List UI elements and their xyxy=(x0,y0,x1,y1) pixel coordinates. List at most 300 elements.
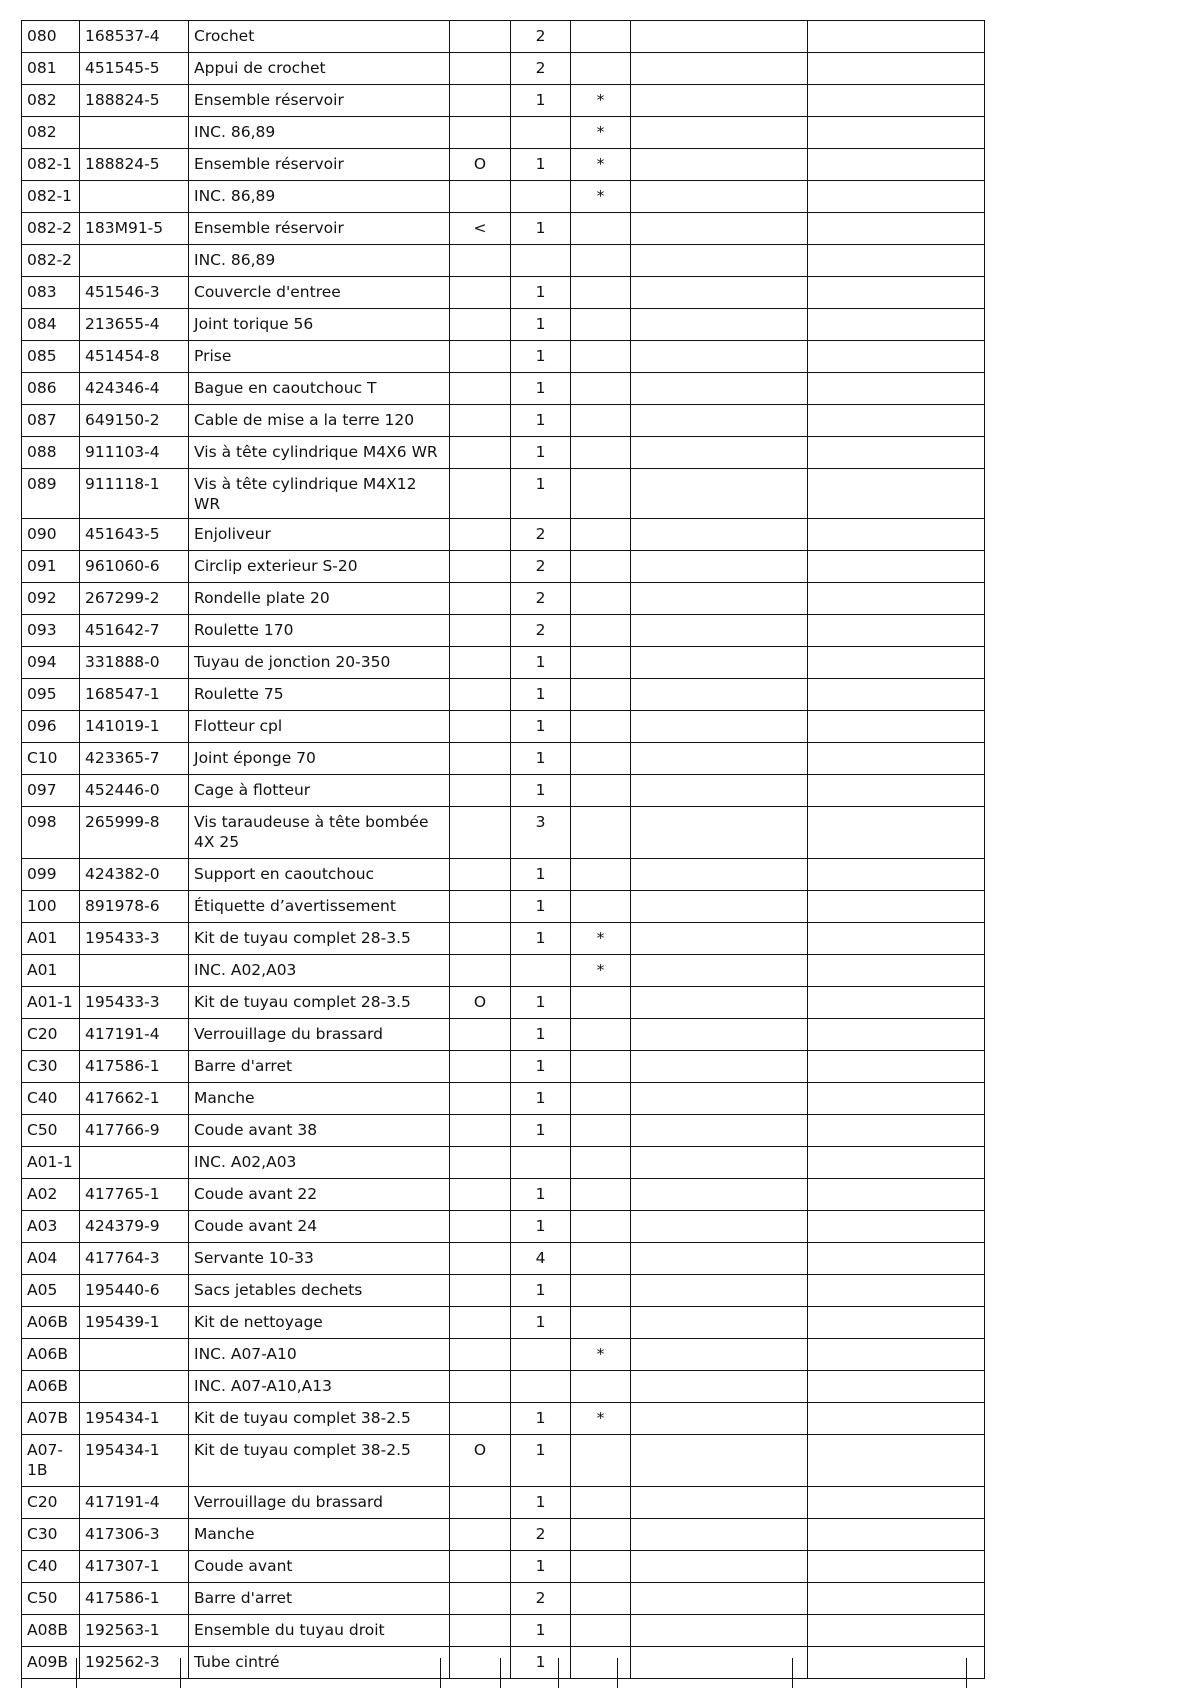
cell-marker xyxy=(450,309,511,341)
table-row xyxy=(22,647,985,679)
cell-description: Ensemble réservoir xyxy=(189,85,450,117)
cell-description: Sacs jetables dechets xyxy=(189,1275,450,1307)
cell-description: INC. A07-A10,A13 xyxy=(189,1371,450,1403)
cell-index: 089 xyxy=(22,469,80,519)
cell-quantity: 1 xyxy=(511,679,571,711)
cell-note: * xyxy=(571,923,631,955)
cell-quantity: 1 xyxy=(511,1083,571,1115)
cell-blank xyxy=(631,1147,808,1179)
cell-quantity xyxy=(511,1371,571,1403)
cell-blank xyxy=(808,955,985,987)
cell-index: 085 xyxy=(22,341,80,373)
cell-part-number: 195439-1 xyxy=(80,1307,189,1339)
cell-note xyxy=(571,21,631,53)
cell-description: Appui de crochet xyxy=(189,53,450,85)
cell-blank xyxy=(808,405,985,437)
cell-note xyxy=(571,519,631,551)
column-rule xyxy=(76,1658,77,1688)
column-rule xyxy=(500,1658,501,1688)
cell-part-number: 417191-4 xyxy=(80,1487,189,1519)
table-row xyxy=(22,1115,985,1147)
cell-marker xyxy=(450,1115,511,1147)
cell-index: 099 xyxy=(22,859,80,891)
cell-blank xyxy=(631,615,808,647)
table-row xyxy=(22,1519,985,1551)
cell-index: 084 xyxy=(22,309,80,341)
cell-marker xyxy=(450,1211,511,1243)
cell-index: C40 xyxy=(22,1083,80,1115)
cell-part-number: 195433-3 xyxy=(80,987,189,1019)
cell-index: C20 xyxy=(22,1019,80,1051)
cell-note xyxy=(571,1435,631,1487)
cell-quantity: 1 xyxy=(511,647,571,679)
cell-quantity xyxy=(511,1339,571,1371)
cell-blank xyxy=(631,923,808,955)
cell-description: Manche xyxy=(189,1083,450,1115)
cell-marker xyxy=(450,1307,511,1339)
cell-index: 082-2 xyxy=(22,245,80,277)
cell-index: A09B xyxy=(22,1647,80,1679)
cell-description: INC. 86,89 xyxy=(189,181,450,213)
cell-description: Barre d'arret xyxy=(189,1051,450,1083)
cell-part-number: 195440-6 xyxy=(80,1275,189,1307)
cell-blank xyxy=(808,1583,985,1615)
cell-index: 093 xyxy=(22,615,80,647)
cell-part-number: 188824-5 xyxy=(80,85,189,117)
table-row xyxy=(22,519,985,551)
cell-note: * xyxy=(571,955,631,987)
cell-note xyxy=(571,1211,631,1243)
cell-marker xyxy=(450,437,511,469)
cell-part-number: 424346-4 xyxy=(80,373,189,405)
cell-marker xyxy=(450,807,511,859)
cell-blank xyxy=(808,1275,985,1307)
table-row xyxy=(22,1551,985,1583)
cell-quantity xyxy=(511,181,571,213)
cell-description: Crochet xyxy=(189,21,450,53)
cell-quantity: 1 xyxy=(511,1647,571,1679)
cell-index: 095 xyxy=(22,679,80,711)
cell-note: * xyxy=(571,149,631,181)
cell-blank xyxy=(808,1179,985,1211)
cell-quantity: 1 xyxy=(511,1435,571,1487)
table-row xyxy=(22,149,985,181)
table-row xyxy=(22,21,985,53)
cell-quantity: 1 xyxy=(511,1019,571,1051)
cell-note xyxy=(571,1519,631,1551)
cell-description: INC. A02,A03 xyxy=(189,1147,450,1179)
cell-index: 082 xyxy=(22,117,80,149)
cell-blank xyxy=(631,1583,808,1615)
cell-quantity: 2 xyxy=(511,615,571,647)
cell-blank xyxy=(631,891,808,923)
cell-note xyxy=(571,405,631,437)
cell-marker xyxy=(450,519,511,551)
cell-marker xyxy=(450,955,511,987)
cell-marker xyxy=(450,583,511,615)
cell-description: Verrouillage du brassard xyxy=(189,1487,450,1519)
table-row xyxy=(22,1275,985,1307)
cell-blank xyxy=(631,181,808,213)
cell-part-number: 192562-3 xyxy=(80,1647,189,1679)
cell-blank xyxy=(631,85,808,117)
cell-note xyxy=(571,775,631,807)
cell-quantity: 1 xyxy=(511,1487,571,1519)
table-row xyxy=(22,1019,985,1051)
table-row xyxy=(22,1435,985,1487)
cell-part-number: 188824-5 xyxy=(80,149,189,181)
cell-part-number: 911118-1 xyxy=(80,469,189,519)
cell-index: A06B xyxy=(22,1307,80,1339)
cell-quantity: 1 xyxy=(511,1179,571,1211)
cell-marker xyxy=(450,1615,511,1647)
cell-description: Manche xyxy=(189,1519,450,1551)
cell-quantity: 2 xyxy=(511,519,571,551)
cell-note xyxy=(571,679,631,711)
cell-part-number: 451454-8 xyxy=(80,341,189,373)
cell-blank xyxy=(631,743,808,775)
cell-quantity: 1 xyxy=(511,1211,571,1243)
cell-marker xyxy=(450,1371,511,1403)
cell-description: INC. 86,89 xyxy=(189,117,450,149)
cell-note xyxy=(571,1615,631,1647)
cell-blank xyxy=(631,519,808,551)
cell-note xyxy=(571,437,631,469)
cell-note xyxy=(571,1051,631,1083)
cell-index: 082-2 xyxy=(22,213,80,245)
cell-blank xyxy=(631,21,808,53)
cell-blank xyxy=(808,245,985,277)
table-row xyxy=(22,373,985,405)
cell-quantity: 1 xyxy=(511,743,571,775)
cell-blank xyxy=(808,891,985,923)
cell-marker xyxy=(450,891,511,923)
cell-index: 082-1 xyxy=(22,149,80,181)
cell-marker xyxy=(450,1243,511,1275)
cell-quantity: 1 xyxy=(511,859,571,891)
cell-part-number: 195433-3 xyxy=(80,923,189,955)
cell-blank xyxy=(808,647,985,679)
cell-blank xyxy=(808,1519,985,1551)
cell-part-number: 192563-1 xyxy=(80,1615,189,1647)
cell-index: C30 xyxy=(22,1051,80,1083)
cell-description: Enjoliveur xyxy=(189,519,450,551)
cell-blank xyxy=(808,309,985,341)
cell-blank xyxy=(808,1115,985,1147)
cell-quantity: 1 xyxy=(511,1051,571,1083)
cell-description: Ensemble réservoir xyxy=(189,213,450,245)
cell-blank xyxy=(808,1339,985,1371)
table-row xyxy=(22,955,985,987)
cell-index: A01-1 xyxy=(22,987,80,1019)
cell-blank xyxy=(808,1051,985,1083)
cell-blank xyxy=(631,373,808,405)
cell-blank xyxy=(631,53,808,85)
table-row xyxy=(22,1339,985,1371)
cell-blank xyxy=(631,807,808,859)
cell-blank xyxy=(808,1615,985,1647)
cell-blank xyxy=(631,1243,808,1275)
table-row xyxy=(22,1147,985,1179)
cell-note xyxy=(571,309,631,341)
cell-blank xyxy=(808,859,985,891)
cell-marker xyxy=(450,1051,511,1083)
cell-description: Circlip exterieur S-20 xyxy=(189,551,450,583)
cell-note xyxy=(571,615,631,647)
cell-note xyxy=(571,341,631,373)
cell-quantity: 1 xyxy=(511,373,571,405)
cell-blank xyxy=(631,1371,808,1403)
cell-blank xyxy=(808,807,985,859)
parts-list xyxy=(21,20,985,1679)
cell-note xyxy=(571,859,631,891)
cell-marker xyxy=(450,679,511,711)
cell-description: Tube cintré xyxy=(189,1647,450,1679)
cell-blank xyxy=(631,1551,808,1583)
cell-note xyxy=(571,373,631,405)
table-row xyxy=(22,1083,985,1115)
table-row xyxy=(22,245,985,277)
cell-marker xyxy=(450,1339,511,1371)
cell-description: Roulette 75 xyxy=(189,679,450,711)
cell-note: * xyxy=(571,85,631,117)
cell-blank xyxy=(808,341,985,373)
cell-quantity: 1 xyxy=(511,149,571,181)
cell-blank xyxy=(808,1551,985,1583)
cell-note xyxy=(571,1147,631,1179)
cell-quantity: 2 xyxy=(511,21,571,53)
table-row xyxy=(22,53,985,85)
cell-marker: O xyxy=(450,1435,511,1487)
cell-description: Cable de mise a la terre 120 xyxy=(189,405,450,437)
cell-note xyxy=(571,1583,631,1615)
cell-marker: O xyxy=(450,149,511,181)
cell-blank xyxy=(631,1275,808,1307)
parts-table xyxy=(21,20,985,1679)
cell-marker xyxy=(450,1179,511,1211)
cell-quantity: 2 xyxy=(511,551,571,583)
cell-description: Barre d'arret xyxy=(189,1583,450,1615)
column-rule xyxy=(440,1658,441,1688)
table-row xyxy=(22,1211,985,1243)
cell-note xyxy=(571,469,631,519)
cell-note: * xyxy=(571,1339,631,1371)
cell-index: A08B xyxy=(22,1615,80,1647)
cell-marker xyxy=(450,1583,511,1615)
cell-blank xyxy=(631,1307,808,1339)
cell-marker xyxy=(450,405,511,437)
cell-part-number: 891978-6 xyxy=(80,891,189,923)
cell-blank xyxy=(631,775,808,807)
cell-quantity: 1 xyxy=(511,891,571,923)
cell-marker xyxy=(450,85,511,117)
cell-part-number xyxy=(80,1371,189,1403)
cell-marker xyxy=(450,21,511,53)
cell-quantity: 1 xyxy=(511,923,571,955)
cell-blank xyxy=(808,21,985,53)
cell-blank xyxy=(631,1519,808,1551)
cell-marker: < xyxy=(450,213,511,245)
cell-marker xyxy=(450,1519,511,1551)
cell-description: Coude avant 22 xyxy=(189,1179,450,1211)
cell-description: Kit de tuyau complet 28-3.5 xyxy=(189,923,450,955)
cell-note xyxy=(571,647,631,679)
cell-quantity: 1 xyxy=(511,341,571,373)
cell-description: Coude avant 24 xyxy=(189,1211,450,1243)
cell-marker xyxy=(450,551,511,583)
cell-description: INC. A02,A03 xyxy=(189,955,450,987)
cell-index: A04 xyxy=(22,1243,80,1275)
cell-part-number: 451546-3 xyxy=(80,277,189,309)
cell-blank xyxy=(808,53,985,85)
cell-quantity: 1 xyxy=(511,987,571,1019)
table-continuation xyxy=(21,1658,976,1688)
cell-part-number: 195434-1 xyxy=(80,1403,189,1435)
cell-blank xyxy=(631,405,808,437)
table-row xyxy=(22,1243,985,1275)
cell-quantity: 1 xyxy=(511,775,571,807)
table-row xyxy=(22,181,985,213)
table-row xyxy=(22,85,985,117)
table-row xyxy=(22,1487,985,1519)
table-row xyxy=(22,309,985,341)
cell-quantity: 1 xyxy=(511,1551,571,1583)
cell-blank xyxy=(808,277,985,309)
cell-blank xyxy=(631,583,808,615)
cell-quantity: 1 xyxy=(511,1115,571,1147)
table-row xyxy=(22,1615,985,1647)
cell-part-number: 331888-0 xyxy=(80,647,189,679)
cell-quantity: 4 xyxy=(511,1243,571,1275)
cell-blank xyxy=(631,1615,808,1647)
cell-part-number xyxy=(80,1339,189,1371)
cell-marker xyxy=(450,1487,511,1519)
cell-note: * xyxy=(571,117,631,149)
cell-blank xyxy=(631,1487,808,1519)
cell-part-number: 183M91-5 xyxy=(80,213,189,245)
cell-index: 096 xyxy=(22,711,80,743)
cell-description: Vis à tête cylindrique M4X12 WR xyxy=(189,469,450,519)
cell-blank xyxy=(808,679,985,711)
cell-blank xyxy=(808,1019,985,1051)
cell-part-number: 961060-6 xyxy=(80,551,189,583)
cell-description: Étiquette d’avertissement xyxy=(189,891,450,923)
cell-index: 092 xyxy=(22,583,80,615)
cell-description: Vis taraudeuse à tête bombée 4X 25 xyxy=(189,807,450,859)
cell-blank xyxy=(808,117,985,149)
cell-note xyxy=(571,1307,631,1339)
cell-description: Coude avant 38 xyxy=(189,1115,450,1147)
cell-marker xyxy=(450,1275,511,1307)
cell-index: 100 xyxy=(22,891,80,923)
cell-quantity: 1 xyxy=(511,213,571,245)
cell-note xyxy=(571,1487,631,1519)
cell-part-number: 267299-2 xyxy=(80,583,189,615)
table-row xyxy=(22,1583,985,1615)
cell-description: Kit de tuyau complet 38-2.5 xyxy=(189,1435,450,1487)
cell-quantity: 1 xyxy=(511,405,571,437)
cell-index: A07-1B xyxy=(22,1435,80,1487)
cell-index: A01 xyxy=(22,923,80,955)
cell-index: 094 xyxy=(22,647,80,679)
cell-index: A05 xyxy=(22,1275,80,1307)
cell-description: Cage à flotteur xyxy=(189,775,450,807)
cell-index: C10 xyxy=(22,743,80,775)
cell-blank xyxy=(808,1487,985,1519)
cell-index: C40 xyxy=(22,1551,80,1583)
cell-index: 082-1 xyxy=(22,181,80,213)
cell-part-number: 417662-1 xyxy=(80,1083,189,1115)
table-row xyxy=(22,583,985,615)
table-row xyxy=(22,341,985,373)
cell-blank xyxy=(631,437,808,469)
cell-blank xyxy=(631,1211,808,1243)
cell-quantity: 2 xyxy=(511,583,571,615)
cell-note xyxy=(571,807,631,859)
table-row xyxy=(22,775,985,807)
cell-quantity: 2 xyxy=(511,1519,571,1551)
cell-marker xyxy=(450,859,511,891)
cell-note xyxy=(571,711,631,743)
cell-blank xyxy=(808,987,985,1019)
cell-blank xyxy=(631,277,808,309)
cell-note xyxy=(571,245,631,277)
cell-marker xyxy=(450,647,511,679)
cell-blank xyxy=(808,213,985,245)
column-rule xyxy=(558,1658,559,1688)
cell-marker xyxy=(450,373,511,405)
column-rule xyxy=(180,1658,181,1688)
cell-note: * xyxy=(571,1403,631,1435)
cell-description: Flotteur cpl xyxy=(189,711,450,743)
cell-blank xyxy=(631,1403,808,1435)
table-row xyxy=(22,923,985,955)
cell-quantity xyxy=(511,245,571,277)
cell-quantity: 1 xyxy=(511,309,571,341)
cell-blank xyxy=(631,1051,808,1083)
cell-blank xyxy=(808,1371,985,1403)
cell-description: Kit de tuyau complet 28-3.5 xyxy=(189,987,450,1019)
table-row xyxy=(22,711,985,743)
cell-marker xyxy=(450,711,511,743)
cell-marker xyxy=(450,117,511,149)
cell-blank xyxy=(808,1307,985,1339)
cell-blank xyxy=(631,711,808,743)
table-row xyxy=(22,551,985,583)
cell-part-number: 417766-9 xyxy=(80,1115,189,1147)
cell-note xyxy=(571,987,631,1019)
cell-note xyxy=(571,1019,631,1051)
cell-description: Support en caoutchouc xyxy=(189,859,450,891)
cell-note xyxy=(571,551,631,583)
cell-quantity xyxy=(511,1147,571,1179)
cell-blank xyxy=(808,775,985,807)
cell-blank xyxy=(631,341,808,373)
cell-quantity: 1 xyxy=(511,1275,571,1307)
cell-index: C50 xyxy=(22,1115,80,1147)
cell-part-number: 417765-1 xyxy=(80,1179,189,1211)
table-row xyxy=(22,987,985,1019)
cell-blank xyxy=(631,647,808,679)
cell-note xyxy=(571,277,631,309)
table-row xyxy=(22,1307,985,1339)
cell-description: Verrouillage du brassard xyxy=(189,1019,450,1051)
cell-part-number: 417306-3 xyxy=(80,1519,189,1551)
column-rule xyxy=(792,1658,793,1688)
table-row xyxy=(22,891,985,923)
cell-blank xyxy=(808,583,985,615)
cell-part-number xyxy=(80,955,189,987)
